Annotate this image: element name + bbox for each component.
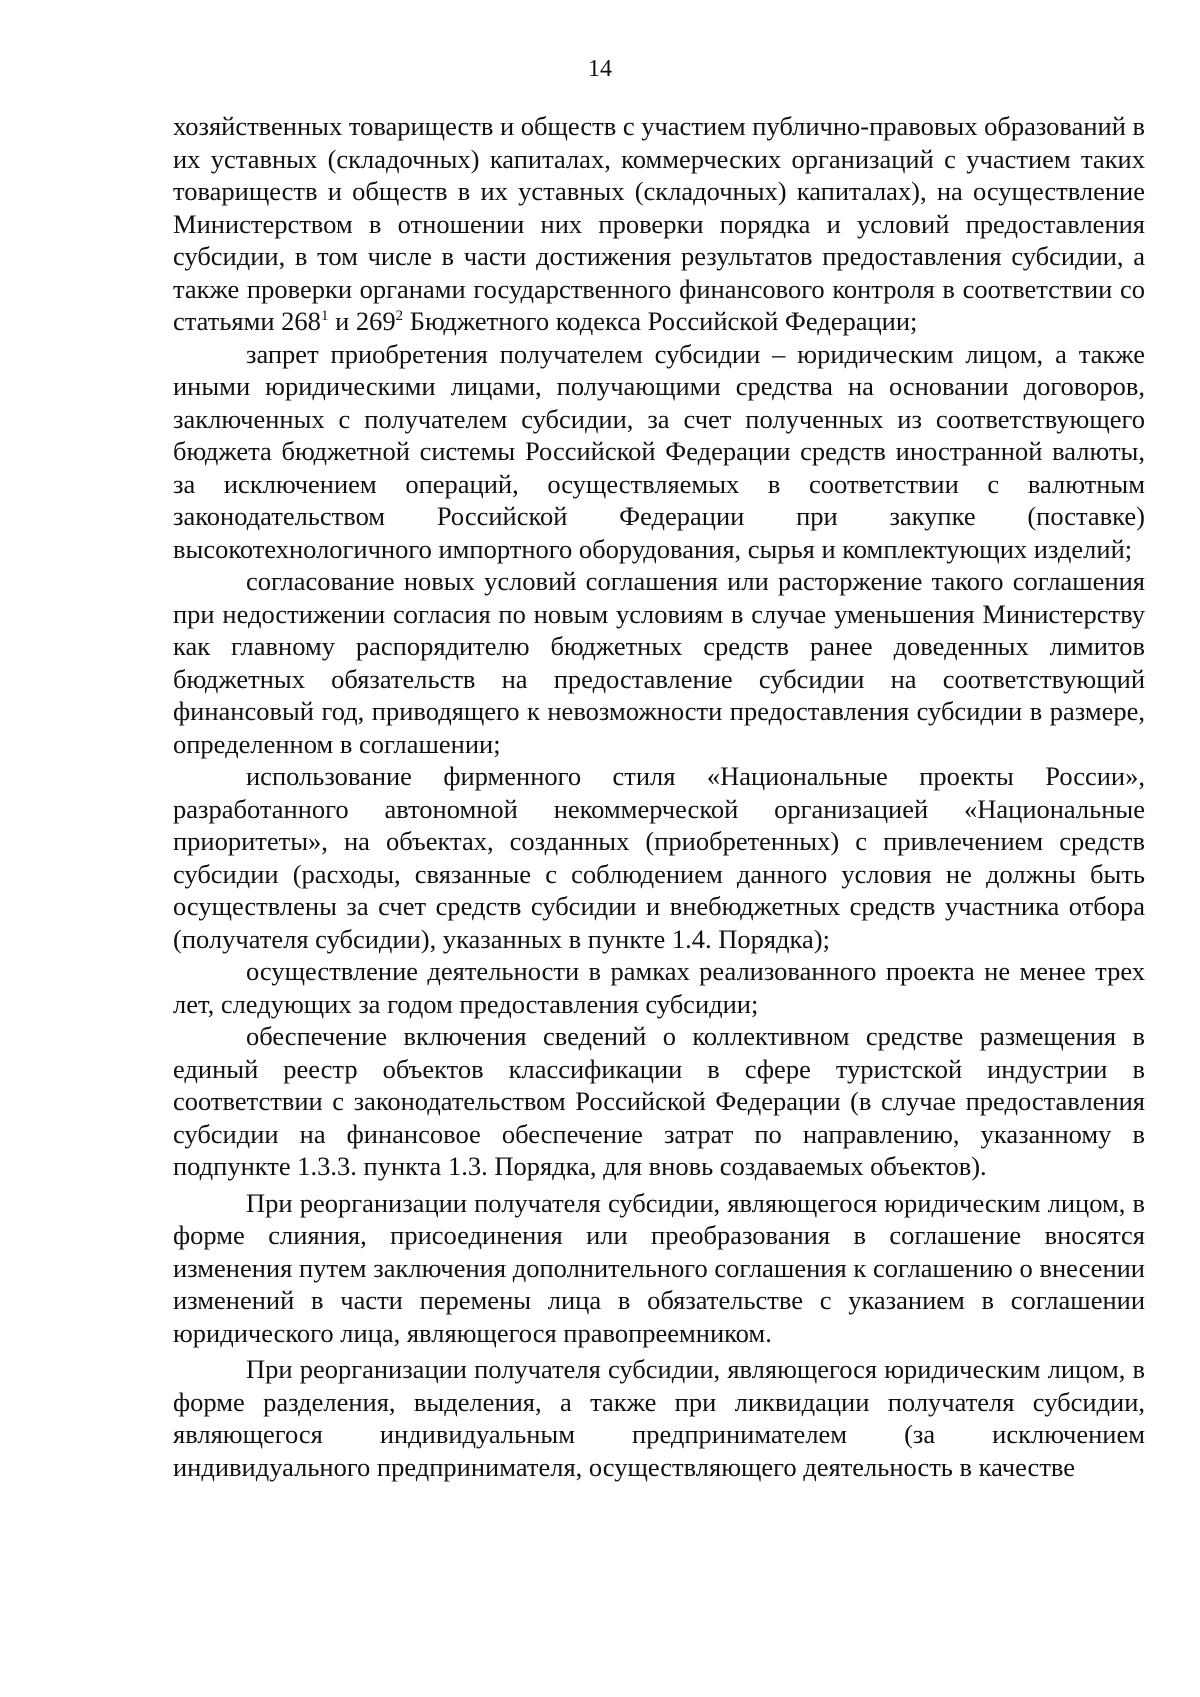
paragraph-agreement-terms: согласование новых условий соглашения или расторжение такого соглашения при недостижении согласия по новым условиям в случае уменьшения Министерству как главному распорядителю бюджетных средств ранее доведенных лимитов бюджетных обязательств на предоставление субсидии на соответствующий финансовый год, приводящего к невозможности предоставления субсидии в размере, определенном в соглашении; (173, 566, 1145, 759)
document-body (173, 110, 1145, 1483)
paragraph-registry: обеспечение включения сведений о коллективном средстве размещения в единый реестр объектов классификации в сфере туристской индустрии в соответствии с законодательством Российской Федерации (в случае предоставления субсидии на финансовое обеспечение затрат по направлению, указанному в подпункте 1.3.3. пункта 1.3. Порядка, для вновь создаваемых объектов). (173, 1021, 1145, 1181)
superscript: 1 (320, 308, 329, 324)
paragraph-continuation (173, 110, 1145, 338)
page-number: 14 (588, 56, 612, 82)
paragraph-text: хозяйственных товариществ и обществ с участием публично-правовых образований в их уставных (складочных) капиталах, коммерческих организаций с участием таких товариществ и обществ в их уставных (складочных) капиталах), на осуществление Министерством в отношении них проверки порядка и условий предоставления субсидии, в том числе в части достижения результатов предоставления субсидии, а также проверки органами государственного финансового контроля в соответствии со статьями 268 (173, 111, 1146, 336)
superscript: 2 (395, 308, 404, 324)
paragraph-activity-duration: осуществление деятельности в рамках реализованного проекта не менее трех лет, следующих за годом предоставления субсидии; (173, 956, 1145, 1019)
paragraph-reorganization-division: При реорганизации получателя субсидии, являющегося юридическим лицом, в форме разделения, выделения, а также при ликвидации получателя субсидии, являющегося индивидуальным предпринимателем (за исключением индивидуального предпринимателя, осуществляющего деятельность в качестве (173, 1354, 1145, 1482)
paragraph-text: и 269 (328, 306, 396, 336)
paragraph-text: Бюджетного кодекса Российской Федерации; (403, 306, 918, 336)
paragraph-reorganization-merger: При реорганизации получателя субсидии, являющегося юридическим лицом, в форме слияния, присоединения или преобразования в соглашение вносятся изменения путем заключения дополнительного соглашения к соглашению о внесении изменений в части перемены лица в обязательстве с указанием в соглашении юридического лица, являющегося правопреемником. (173, 1187, 1145, 1348)
paragraph-prohibition: запрет приобретения получателем субсидии – юридическим лицом, а также иными юридическими лицами, получающими средства на основании договоров, заключенных с получателем субсидии, за счет полученных из соответствующего бюджета бюджетной системы Российской Федерации средств иностранной валюты, за исключением операций, осуществляемых в соответствии с валютным законодательством Российской Федерации при закупке (поставке) высокотехнологичного импортного оборудования, сырья и комплектующих изделий; (173, 338, 1145, 564)
paragraph-brand-style: использование фирменного стиля «Национальные проекты России», разработанного автономной некоммерческой организацией «Национальные приоритеты», на объектах, созданных (приобретенных) с привлечением средств субсидии (расходы, связанные с соблюдением данного условия не должны быть осуществлены за счет средств субсидии и внебюджетных средств участника отбора (получателя субсидии), указанных в пункте 1.4. Порядка); (173, 761, 1145, 954)
